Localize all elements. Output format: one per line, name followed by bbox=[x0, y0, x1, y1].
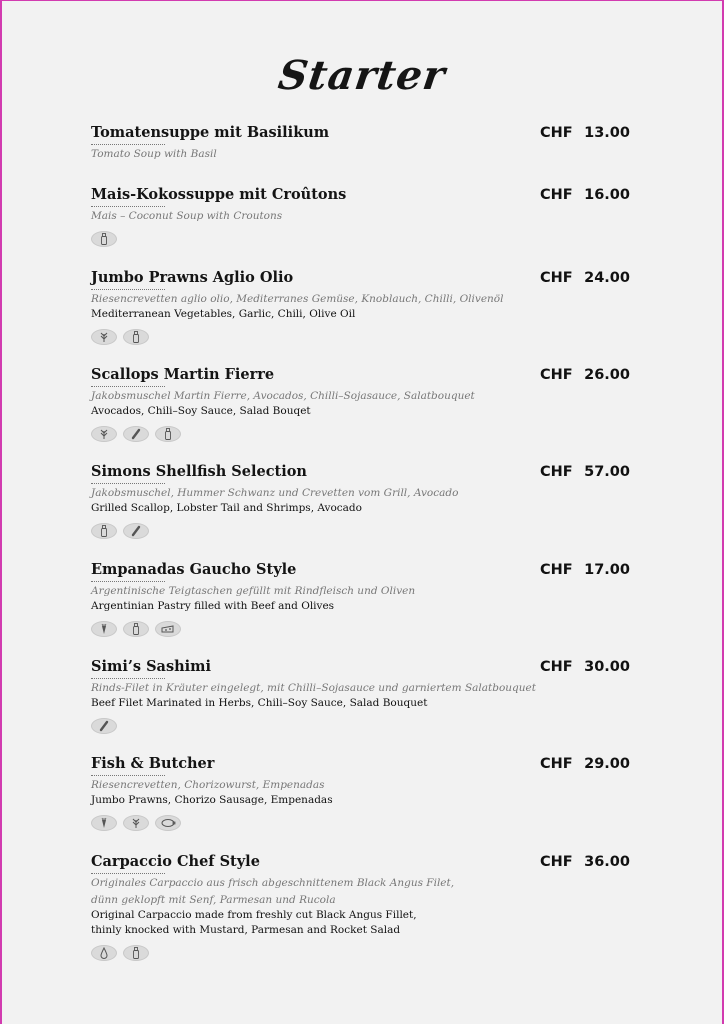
dotted-divider bbox=[91, 386, 165, 387]
dish-name: Scallops Martin Fierre bbox=[91, 366, 275, 383]
currency-label: CHF bbox=[540, 464, 573, 480]
carrot-icon bbox=[91, 815, 117, 831]
bottle-icon bbox=[91, 231, 117, 247]
currency-label: CHF bbox=[540, 854, 573, 870]
currency-label: CHF bbox=[540, 659, 573, 675]
dish-price: 17.00 bbox=[584, 562, 630, 578]
bottle-icon bbox=[123, 329, 149, 345]
dish-name: Simi’s Sashimi bbox=[91, 658, 212, 675]
dish-name: Jumbo Prawns Aglio Olio bbox=[91, 269, 294, 286]
description-english: Beef Filet Marinated in Herbs, Chili–Soy Sauce, Salad Bouquet bbox=[91, 697, 428, 709]
allergen-icons bbox=[91, 231, 651, 247]
page-title: Starter bbox=[275, 52, 449, 99]
cheese-icon bbox=[155, 621, 181, 637]
dish-price: 36.00 bbox=[584, 854, 630, 870]
dotted-divider bbox=[91, 206, 165, 207]
pig-icon bbox=[155, 815, 181, 831]
menu-item bbox=[91, 755, 651, 831]
bottle-icon bbox=[123, 621, 149, 637]
description-german: Riesencrevetten, Chorizowurst, Empenadas bbox=[91, 779, 325, 791]
drop-icon bbox=[91, 945, 117, 961]
description-english: Grilled Scallop, Lobster Tail and Shrimps, Avocado bbox=[91, 502, 362, 514]
description-english: Argentinian Pastry filled with Beef and Olives bbox=[91, 600, 335, 612]
currency-label: CHF bbox=[540, 187, 573, 203]
allergen-icons bbox=[91, 426, 651, 442]
dish-price: 16.00 bbox=[584, 187, 630, 203]
menu-item bbox=[91, 366, 651, 442]
page-border-top bbox=[2, 0, 722, 1]
description-german: Originales Carpaccio aus frisch abgeschnittenem Black Angus Filet, bbox=[91, 877, 455, 889]
menu-item bbox=[91, 658, 651, 734]
dish-name: Empanadas Gaucho Style bbox=[91, 561, 297, 578]
dish-price: 26.00 bbox=[584, 367, 630, 383]
dish-price: 30.00 bbox=[584, 659, 630, 675]
dish-price: 24.00 bbox=[584, 270, 630, 286]
description-german: Tomato Soup with Basil bbox=[91, 148, 217, 160]
description-english: Avocados, Chili–Soy Sauce, Salad Bouqet bbox=[91, 405, 311, 417]
bottle-icon bbox=[123, 945, 149, 961]
allergen-icons bbox=[91, 815, 651, 831]
menu-item bbox=[91, 853, 651, 961]
currency-label: CHF bbox=[540, 756, 573, 772]
dish-name: Mais-Kokossuppe mit Croûtons bbox=[91, 186, 347, 203]
allergen-icons bbox=[91, 945, 651, 961]
pepper-icon bbox=[123, 523, 149, 539]
description-english: Mediterranean Vegetables, Garlic, Chili, Olive Oil bbox=[91, 308, 356, 320]
menu-item bbox=[91, 561, 651, 637]
dish-price: 29.00 bbox=[584, 756, 630, 772]
pepper-icon bbox=[91, 718, 117, 734]
allergen-icons bbox=[91, 718, 651, 734]
allergen-icons bbox=[91, 523, 651, 539]
dotted-divider bbox=[91, 775, 165, 776]
description-german: Jakobsmuschel, Hummer Schwanz und Crevetten vom Grill, Avocado bbox=[91, 487, 459, 499]
dotted-divider bbox=[91, 581, 165, 582]
bottle-icon bbox=[91, 523, 117, 539]
menu-item bbox=[91, 186, 651, 247]
dish-price: 57.00 bbox=[584, 464, 630, 480]
description-english: Jumbo Prawns, Chorizo Sausage, Empenadas bbox=[91, 794, 333, 806]
pepper-icon bbox=[123, 426, 149, 442]
menu-item bbox=[91, 124, 651, 162]
dotted-divider bbox=[91, 483, 165, 484]
carrot-icon bbox=[91, 621, 117, 637]
currency-label: CHF bbox=[540, 125, 573, 141]
description-german: Rinds-Filet in Kräuter eingelegt, mit Chilli–Sojasauce und garniertem Salatbouquet bbox=[91, 682, 536, 694]
dish-price: 13.00 bbox=[584, 125, 630, 141]
dotted-divider bbox=[91, 678, 165, 679]
menu-item bbox=[91, 269, 651, 345]
description-german: dünn geklopft mit Senf, Parmesan und Rucola bbox=[91, 894, 336, 906]
description-german: Mais – Coconut Soup with Croutons bbox=[91, 210, 283, 222]
description-german: Argentinische Teigtaschen gefüllt mit Rindfleisch und Oliven bbox=[91, 585, 416, 597]
dish-name: Simons Shellfish Selection bbox=[91, 463, 307, 480]
description-german: Riesencrevetten aglio olio, Mediterranes Gemüse, Knoblauch, Chilli, Olivenöl bbox=[91, 293, 504, 305]
dotted-divider bbox=[91, 289, 165, 290]
description-english: thinly knocked with Mustard, Parmesan and Rocket Salad bbox=[91, 924, 401, 936]
bottle-icon bbox=[155, 426, 181, 442]
wheat-icon bbox=[91, 329, 117, 345]
menu-item bbox=[91, 463, 651, 539]
dish-name: Carpaccio Chef Style bbox=[91, 853, 260, 870]
currency-label: CHF bbox=[540, 367, 573, 383]
currency-label: CHF bbox=[540, 562, 573, 578]
wheat-icon bbox=[123, 815, 149, 831]
currency-label: CHF bbox=[540, 270, 573, 286]
dotted-divider bbox=[91, 873, 165, 874]
dish-name: Fish & Butcher bbox=[91, 755, 215, 772]
allergen-icons bbox=[91, 329, 651, 345]
dotted-divider bbox=[91, 144, 165, 145]
dish-name: Tomatensuppe mit Basilikum bbox=[91, 124, 330, 141]
description-german: Jakobsmuschel Martin Fierre, Avocados, Chilli–Sojasauce, Salatbouquet bbox=[91, 390, 475, 402]
wheat-icon bbox=[91, 426, 117, 442]
description-english: Original Carpaccio made from freshly cut Black Angus Fillet, bbox=[91, 909, 417, 921]
allergen-icons bbox=[91, 621, 651, 637]
